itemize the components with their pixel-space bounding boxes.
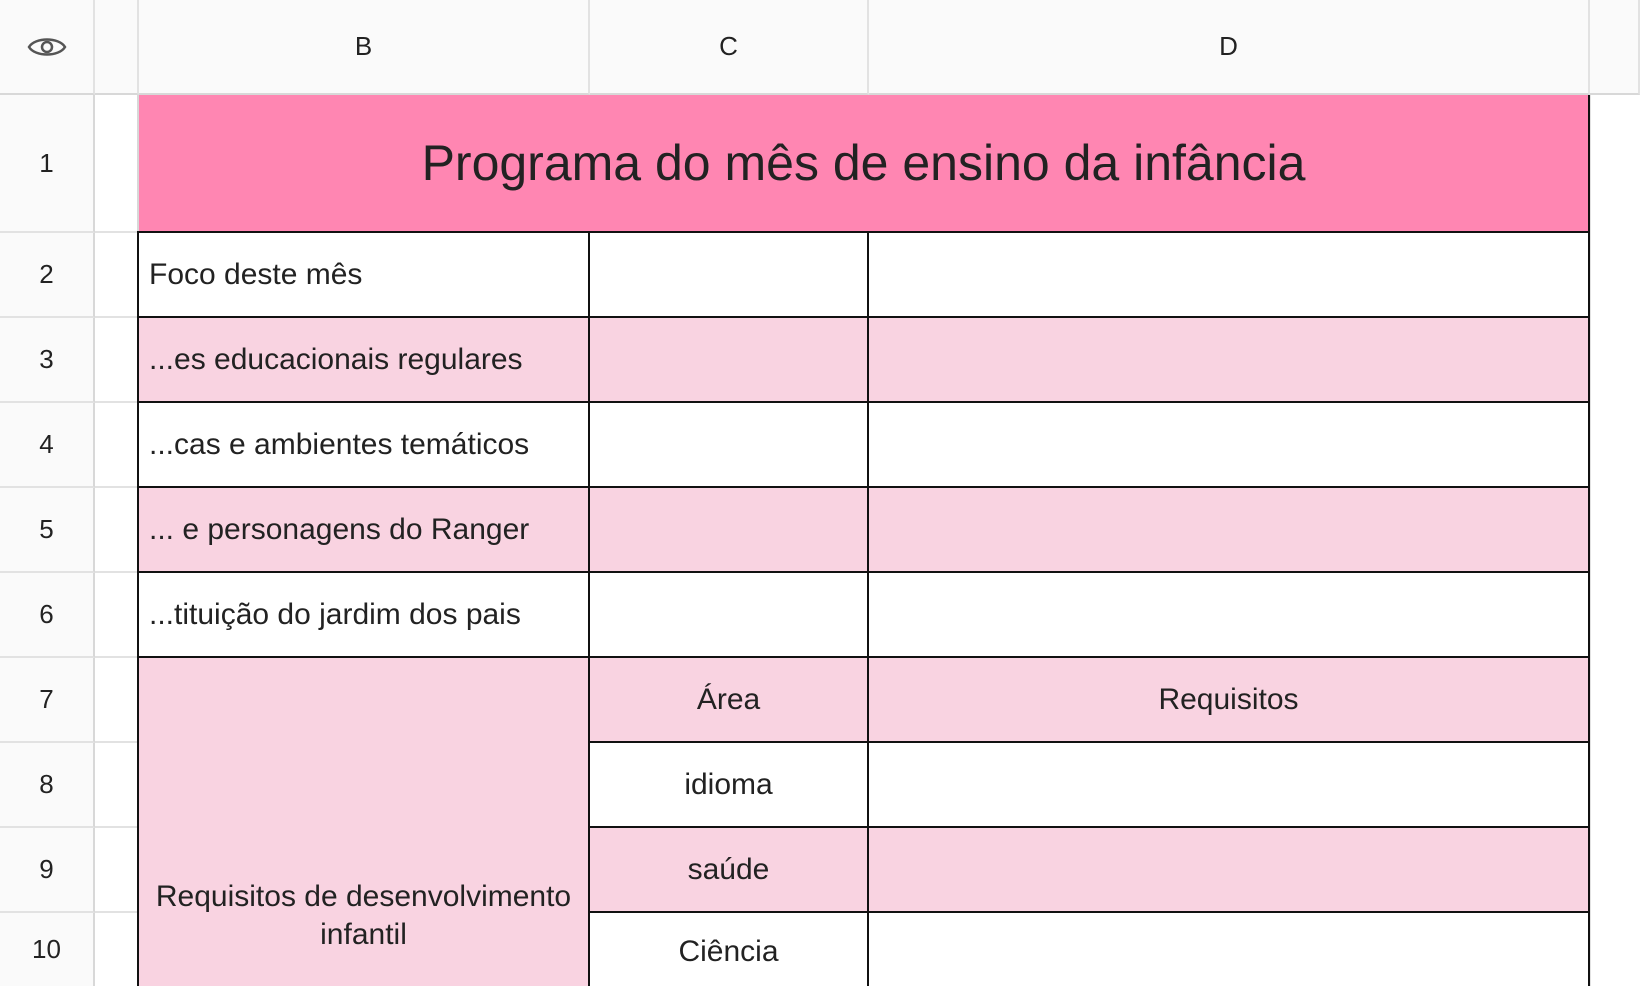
column-header-b[interactable]: B <box>139 0 590 95</box>
cell-a3[interactable] <box>95 318 139 403</box>
cell-d9[interactable] <box>869 828 1590 913</box>
cell-a5[interactable] <box>95 488 139 573</box>
cell-b3[interactable]: ...es educacionais regulares <box>137 318 590 403</box>
cell-c5[interactable] <box>590 488 869 573</box>
cell-b6[interactable]: ...tituição do jardim dos pais <box>137 573 590 658</box>
column-header-a[interactable] <box>95 0 139 95</box>
page-title: Programa do mês de ensino da infância <box>421 135 1306 191</box>
cell-a6[interactable] <box>95 573 139 658</box>
row-header-9[interactable]: 9 <box>0 828 95 913</box>
cell-d3[interactable] <box>869 318 1590 403</box>
column-header-e[interactable] <box>1590 0 1640 95</box>
visibility-toggle[interactable] <box>0 0 95 95</box>
cell-c9[interactable]: saúde <box>590 828 869 913</box>
row-header-2[interactable]: 2 <box>0 233 95 318</box>
cell-b5[interactable]: ... e personagens do Ranger <box>137 488 590 573</box>
cell-b4[interactable]: ...cas e ambientes temáticos <box>137 403 590 488</box>
cell-d6[interactable] <box>869 573 1590 658</box>
cell-b7-merged[interactable]: Requisitos de desenvolvimento infantil <box>137 658 590 986</box>
cell-a7[interactable] <box>95 658 139 743</box>
row-header-8[interactable]: 8 <box>0 743 95 828</box>
cell-a4[interactable] <box>95 403 139 488</box>
row-header-7[interactable]: 7 <box>0 658 95 743</box>
cell-d10[interactable] <box>869 913 1590 986</box>
cell-a1[interactable] <box>95 95 139 233</box>
row-header-3[interactable]: 3 <box>0 318 95 403</box>
cell-d8[interactable] <box>869 743 1590 828</box>
cell-b2[interactable]: Foco deste mês <box>137 231 590 318</box>
title-cell[interactable] <box>139 95 1590 233</box>
cell-c8[interactable]: idioma <box>590 743 869 828</box>
cell-a2[interactable] <box>95 233 139 318</box>
cell-d5[interactable] <box>869 488 1590 573</box>
cell-a10[interactable] <box>95 913 139 986</box>
row-header-5[interactable]: 5 <box>0 488 95 573</box>
cell-c10[interactable]: Ciência <box>590 913 869 986</box>
cell-c3[interactable] <box>590 318 869 403</box>
row-header-10[interactable]: 10 <box>0 913 95 986</box>
column-header-d[interactable]: D <box>869 0 1590 95</box>
row-header-1[interactable]: 1 <box>0 95 95 233</box>
cell-c6[interactable] <box>590 573 869 658</box>
column-header-c[interactable]: C <box>590 0 869 95</box>
row-header-4[interactable]: 4 <box>0 403 95 488</box>
requirements-header[interactable]: Requisitos <box>869 658 1590 743</box>
row-header-6[interactable]: 6 <box>0 573 95 658</box>
cell-d4[interactable] <box>869 403 1590 488</box>
cell-c2[interactable] <box>590 231 869 318</box>
cell-a9[interactable] <box>95 828 139 913</box>
cell-d2[interactable] <box>869 231 1590 318</box>
cell-e-column[interactable] <box>1590 95 1640 986</box>
eye-icon <box>27 33 67 61</box>
cell-c4[interactable] <box>590 403 869 488</box>
area-header[interactable]: Área <box>590 658 869 743</box>
cell-a8[interactable] <box>95 743 139 828</box>
